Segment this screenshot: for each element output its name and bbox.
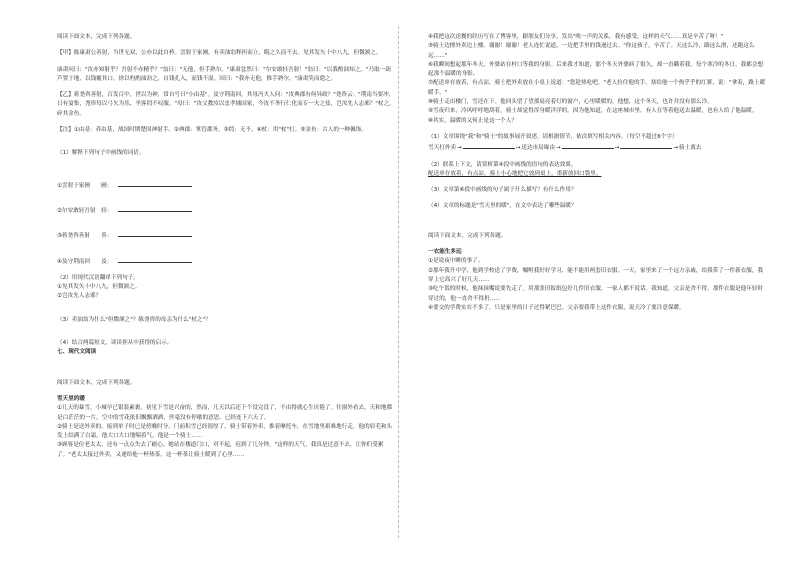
arrow-icon: → [673, 145, 678, 152]
plot-flow [428, 142, 766, 153]
story-paragraph: ⑨雪夜归来，冷风呼呼地刮着，骑士却觉得浑身暖洋洋的。因为他知道，在这座城市里，有人在等着他送去温暖，也有人给了他温暖。 [428, 108, 758, 115]
answer-blank[interactable] [463, 142, 515, 149]
question-1-item: ④及守荆南回 及： [57, 242, 395, 267]
story-paragraph: ⑧骑士走出楼门，雪还在下。他回头望了望那扇亮着灯的窗户，心里暖暖的。他想，这个冬天，也许并没有那么冷。 [428, 99, 713, 106]
story-paragraph: ④要交的学费实在不多了，只是家里的日子过得紧巴巴。父亲要我带上这件衣服，说天冷了要注意保暖。 [428, 304, 685, 311]
story-paragraph: ①是说夜中睡的事了。 [428, 258, 484, 265]
story-paragraph: ②骑士是送外卖的，接到单子时已是傍晚时分。门前积雪已经很厚了，骑士带着外卖，推着摩托车，在雪地里艰难地行走，他的眉毛和头发上结满了白霜，他大口大口地喘着气，他是一个骑士…… [57, 423, 393, 440]
section-heading: 七、现代文阅读 [57, 349, 97, 356]
question-1: （1）解释下列句子中画线的词语。 [57, 150, 145, 157]
story-paragraph: ⑩其实，温暖的又何止是这一个人？ [428, 117, 517, 124]
answer-blank[interactable] [562, 142, 614, 149]
question-1: （1）文章围绕"我"和"骑士"的故事展开叙述，请根据情节，依次填写相关内容。（每空不超过6个字） [428, 133, 678, 140]
question-2-item: ①见其发矢十中八九，但微颔之。 [57, 284, 141, 291]
story-title: 一衣能生多远 [428, 249, 462, 256]
question-1-item: ②尔安敢轻吾射 轻： [57, 191, 395, 216]
flow-middle: 送达市局缘由 [521, 145, 555, 152]
passage-yi: 【乙】蒋尧咨善射，百发百中，世以为神，常自号曰"小由基"。及守荆南回，其母冯夫人问："汝典郡有何异政？"尧咨云："荆南当要冲，日有宴集，尧咨每以弓矢为乐，坐客罔不叹服。"母曰："汝父教汝以忠孝辅国家，今汝不务行仁化而专一夫之伎，岂汝先人志邪？"杖之，碎其金鱼。 [57, 92, 395, 117]
passage-jia: 【甲】陈康肃公善射，当世无双，公亦以此自矜。尝射于家圃，有卖油翁释担而立，睨之久而不去。见其发矢十中八九，但微颔之。 [57, 50, 382, 57]
arrow-icon: → [515, 145, 521, 152]
question-1-item: ③蒋尧咨善射 善： [57, 216, 395, 241]
story-title: 雪天里的暖 [57, 395, 85, 402]
reading-intro-2: 阅读下面文本，完成下列各题。 [57, 379, 136, 386]
passage-jia-dialogue: 康肃问曰："汝亦知射乎？吾射不亦精乎？"翁曰："无他，但手熟尔。"康肃忿然曰："尔安敢轻吾射！"翁曰："以我酌油知之。"乃取一葫芦置于地，以钱覆其口，徐以杓酌油沥之，自钱孔入，而钱不湿。因曰："我亦无他，惟手熟尔。"康肃笑而遣之。 [57, 66, 391, 82]
reading-intro: 阅读下面文本，完成下列各题。 [57, 34, 136, 40]
story-paragraph: ④我把这次送餐的经历写在了博客里，跟朋友们分享，发出"唉一声的关系，我有感受，这样的天气……真是辛苦了呀！" [428, 34, 724, 40]
arrow-icon: → [614, 145, 620, 152]
story-paragraph: ⑤骑士边擦外卖边上楼。谢谢！谢谢！老人连忙说道，一边把手里的钱递过去。"你这孩子，辛苦了。天这么冷，路这么滑，还跑这么远……" [428, 43, 755, 59]
passage-notes: 【注】①由基：养由基，战国时期楚国神射手。②典郡：掌管郡务。③罔：无不。④杖：用"杖"打。⑤金鱼：古人的一种佩饰。 [57, 127, 367, 134]
question-2: （2）联系上下文，请赏析第④段中画线的语句的表达效果。 [428, 161, 577, 168]
reading-intro-3: 阅读下面文本，完成下列各题。 [428, 232, 507, 239]
answer-blank[interactable] [118, 216, 192, 237]
answer-blank[interactable] [118, 191, 192, 212]
flow-end: 骑士离去 [679, 145, 702, 152]
quoted-line: 配送单存放着，有点凉，骑士小心地把它放到桌上，重新放回口袋里。 [428, 170, 602, 177]
story-paragraph: ⑥我瞬间想起那年冬天，外婆站在村口等我的身影。后来我才知道，那个冬天外婆病了很久，却一直瞒着我。每个寒冷的冬日，我都会想起那个温暖的身影。 [428, 61, 764, 78]
story-paragraph: ⑦配送单存放着，有点凉，骑士把外卖放在小桌上说道："您趁热吃吧。"老人拉住他的手，塞给他一个热乎乎的红薯，说："拿着，路上暖暖手。" [428, 80, 766, 96]
column-divider [398, 26, 399, 538]
question-4: （4）文章的标题是"雪天里的暖"，在文中表达了哪些温暖？ [428, 203, 577, 210]
answer-blank[interactable] [118, 242, 192, 263]
question-3: （3）文章第⑥段中画线的句子属于什么描写？有什么作用？ [428, 187, 577, 194]
question-3: （3）卖油翁为什么"但微颔之"？陈尧咨的母亲为什么"杖之"？ [57, 316, 211, 323]
story-paragraph: ①几天的暴雪，小城早已银装素裹。初见下雪是兴奋的，然而，几天以后还下个没完没了，不由得就心生厌倦了。往窗外看去，天和地都是白茫茫的一片，空中的雪花依旧飘飘洒洒，丝毫没有停歇的意思。已经连下六天了。 [57, 405, 393, 421]
answer-blank[interactable] [118, 166, 192, 187]
question-4: （4）结合两篇短文，谈谈你从中获得的启示。 [57, 340, 173, 347]
arrow-icon: → [456, 145, 462, 152]
story-paragraph: ②那年我升中学，他到学校送了学费，嘱咐我好好学习，能不能用两套旧衣服。一天，家里来了一个远方亲戚，给我带了一件新衣服，我穿上它高兴了好几天…… [428, 267, 764, 283]
question-2-item: ②岂汝先人志邪？ [57, 293, 102, 300]
flow-start: 雪天打外卖 [428, 145, 456, 152]
question-1-item: ①尝射于家圃 圃： [57, 166, 395, 191]
answer-blank[interactable] [620, 142, 672, 149]
left-column [57, 33, 395, 533]
story-paragraph: ③顾客是位老太太，还有一点点失去了耐心。她站在楼道门口，对不起，迟到了几分钟。"这样的天气，我真是过意不去，让你们受累了。"老太太接过外卖，又递给他一杯热茶，这一杯茶让骑士暖到了心里…… [57, 442, 384, 458]
right-column [428, 33, 766, 533]
question-2: （2）用现代汉语翻译下列句子。 [57, 274, 139, 281]
story-paragraph: ③吃午饭的时候，他抹抹嘴说要先走了。用那张旧报纸包好几件旧衣服，一家人都不说话。我知道，父亲是舍不得，那件衣服是他年轻时穿过的，他一直舍不得扔…… [428, 286, 764, 302]
arrow-icon: → [555, 145, 561, 152]
